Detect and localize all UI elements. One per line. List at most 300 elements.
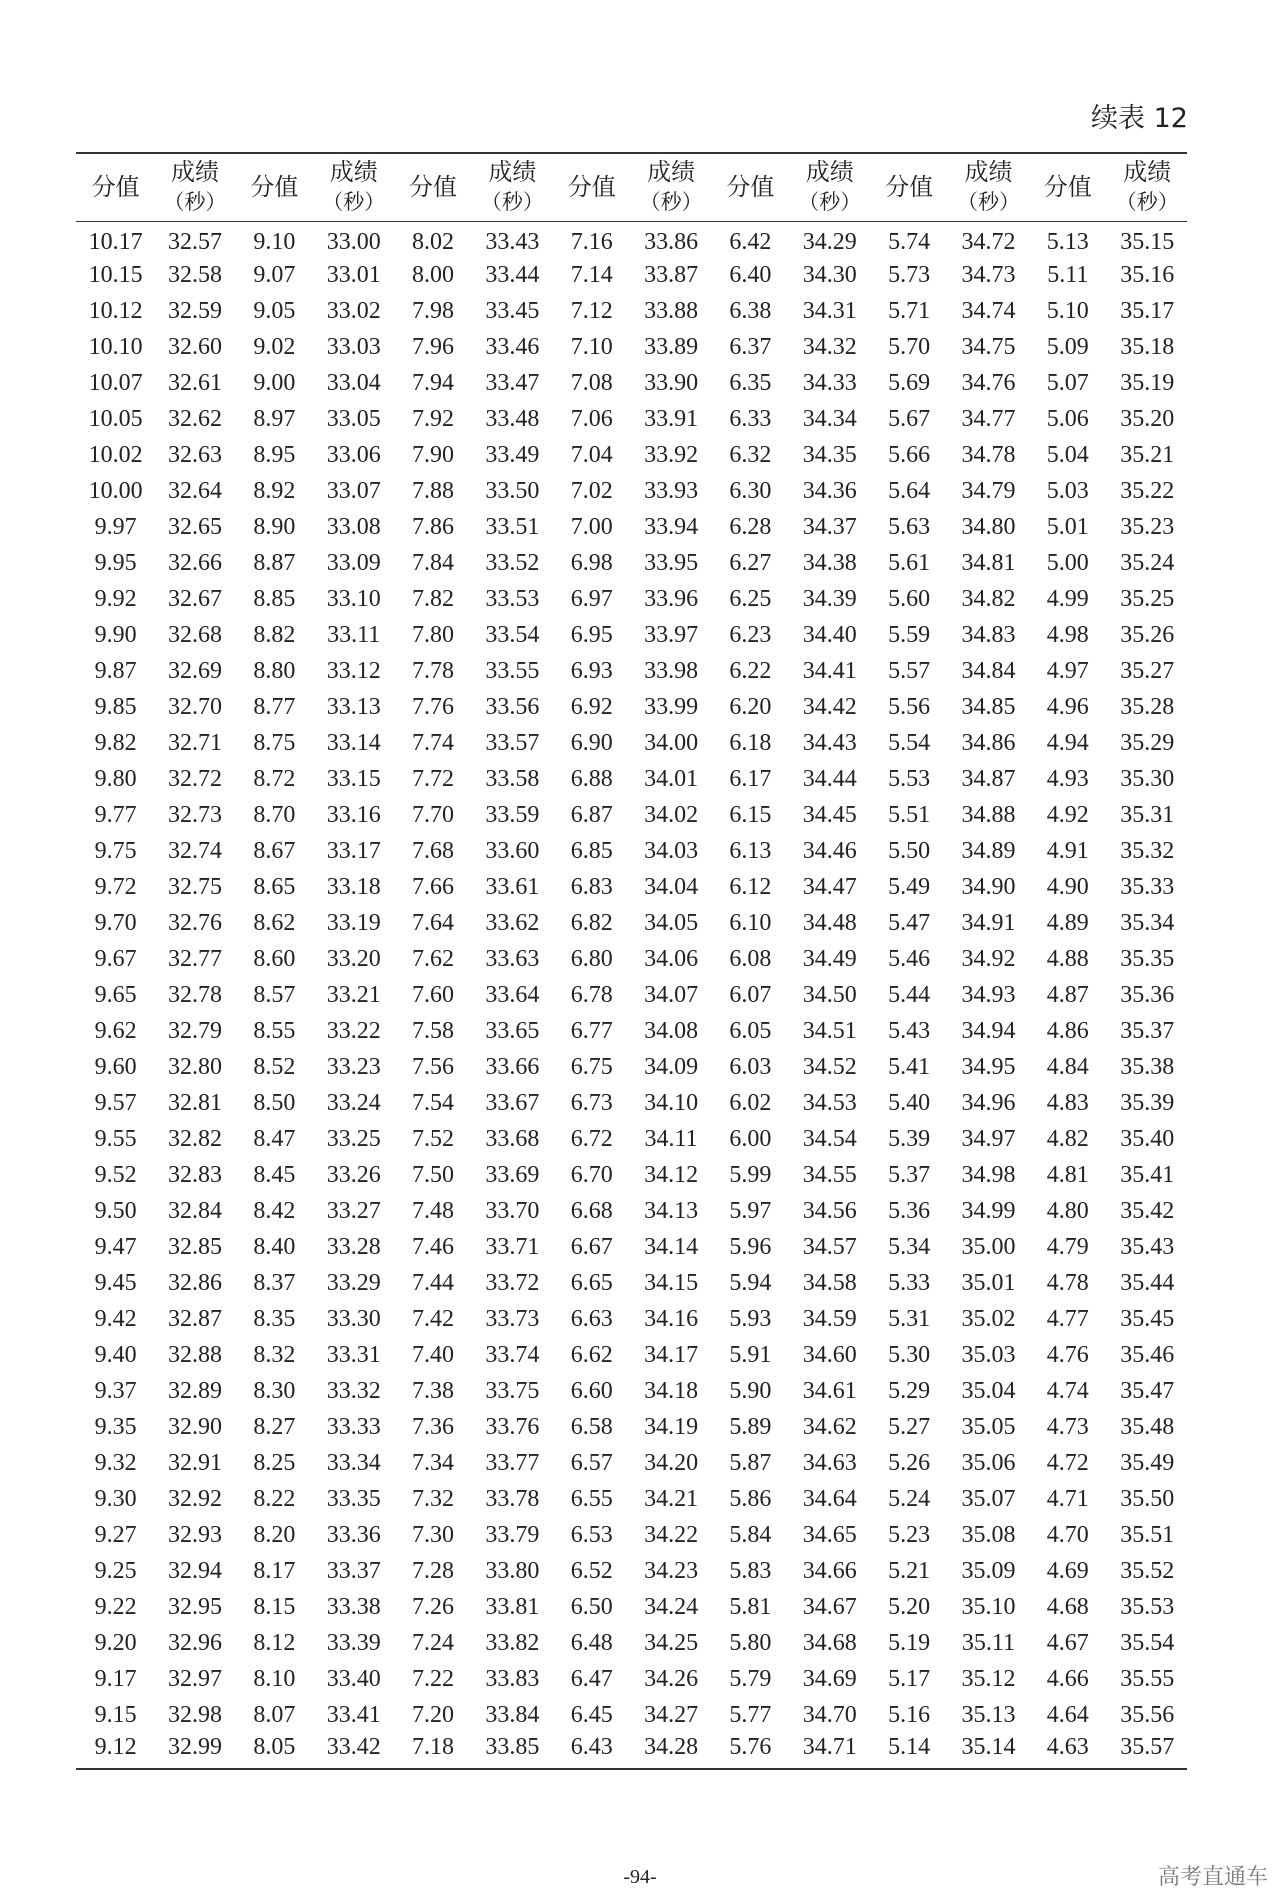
score-cell: 5.97: [729, 1197, 772, 1224]
time-cell: 33.96: [644, 585, 699, 612]
table-row: [76, 1049, 1187, 1085]
time-cell: 33.21: [326, 981, 381, 1008]
time-cell: 33.80: [485, 1557, 540, 1584]
time-cell: 34.61: [802, 1377, 857, 1404]
time-cell: 33.23: [326, 1053, 381, 1080]
score-cell: 5.53: [888, 765, 931, 792]
score-cell: 9.00: [253, 369, 296, 396]
header-time-unit: （秒）: [639, 190, 703, 215]
time-cell: 34.54: [802, 1125, 857, 1152]
time-cell: 33.09: [326, 549, 381, 576]
score-cell: 7.72: [412, 765, 455, 792]
score-cell: 8.92: [253, 477, 296, 504]
score-cell: 7.20: [412, 1701, 455, 1728]
time-cell: 35.49: [1120, 1449, 1175, 1476]
time-cell: 35.26: [1120, 621, 1175, 648]
time-cell: 32.75: [168, 873, 223, 900]
time-cell: 34.23: [644, 1557, 699, 1584]
score-cell: 5.26: [888, 1449, 931, 1476]
time-cell: 35.02: [961, 1305, 1016, 1332]
time-cell: 34.85: [961, 693, 1016, 720]
score-cell: 6.35: [729, 369, 772, 396]
score-cell: 8.50: [253, 1089, 296, 1116]
time-cell: 33.71: [485, 1233, 540, 1260]
time-cell: 34.44: [802, 765, 857, 792]
header-score: 分值: [726, 173, 775, 202]
score-cell: 9.62: [94, 1017, 137, 1044]
time-cell: 34.07: [644, 981, 699, 1008]
table-row: [76, 473, 1187, 509]
score-cell: 8.35: [253, 1305, 296, 1332]
time-cell: 35.38: [1120, 1053, 1175, 1080]
score-cell: 5.09: [1046, 333, 1089, 360]
table-row: [76, 1013, 1187, 1049]
time-cell: 33.24: [326, 1089, 381, 1116]
time-cell: 33.05: [326, 405, 381, 432]
score-cell: 6.90: [570, 729, 613, 756]
score-cell: 5.64: [888, 477, 931, 504]
time-cell: 32.57: [168, 228, 223, 255]
time-cell: 34.27: [644, 1701, 699, 1728]
score-cell: 4.99: [1046, 585, 1089, 612]
score-cell: 7.58: [412, 1017, 455, 1044]
table-row: [76, 1625, 1187, 1661]
score-cell: 7.22: [412, 1665, 455, 1692]
score-cell: 6.88: [570, 765, 613, 792]
score-cell: 6.55: [570, 1485, 613, 1512]
time-cell: 32.72: [168, 765, 223, 792]
score-cell: 8.82: [253, 621, 296, 648]
score-cell: 5.59: [888, 621, 931, 648]
score-cell: 5.51: [888, 801, 931, 828]
score-cell: 5.43: [888, 1017, 931, 1044]
time-cell: 33.91: [644, 405, 699, 432]
time-cell: 33.92: [644, 441, 699, 468]
score-cell: 7.76: [412, 693, 455, 720]
score-cell: 8.25: [253, 1449, 296, 1476]
time-cell: 35.05: [961, 1413, 1016, 1440]
time-cell: 32.61: [168, 369, 223, 396]
time-cell: 32.91: [168, 1449, 223, 1476]
score-cell: 4.88: [1046, 945, 1089, 972]
time-cell: 32.87: [168, 1305, 223, 1332]
score-cell: 6.08: [729, 945, 772, 972]
table-row: [76, 1157, 1187, 1193]
time-cell: 32.62: [168, 405, 223, 432]
time-cell: 33.61: [485, 873, 540, 900]
score-cell: 6.57: [570, 1449, 613, 1476]
score-cell: 5.96: [729, 1233, 772, 1260]
score-cell: 4.69: [1046, 1557, 1089, 1584]
time-cell: 34.31: [802, 297, 857, 324]
score-cell: 8.57: [253, 981, 296, 1008]
score-cell: 5.76: [729, 1734, 772, 1760]
time-cell: 34.97: [961, 1125, 1016, 1152]
time-cell: 34.68: [802, 1629, 857, 1656]
time-cell: 35.01: [961, 1269, 1016, 1296]
score-cell: 5.57: [888, 657, 931, 684]
time-cell: 35.56: [1120, 1701, 1175, 1728]
time-cell: 34.05: [644, 909, 699, 936]
time-cell: 34.04: [644, 873, 699, 900]
score-cell: 9.72: [94, 873, 137, 900]
time-cell: 32.76: [168, 909, 223, 936]
score-cell: 4.94: [1046, 729, 1089, 756]
time-cell: 32.94: [168, 1557, 223, 1584]
score-cell: 9.87: [94, 657, 137, 684]
score-cell: 4.77: [1046, 1305, 1089, 1332]
time-cell: 32.89: [168, 1377, 223, 1404]
time-cell: 33.50: [485, 477, 540, 504]
score-cell: 5.54: [888, 729, 931, 756]
time-cell: 34.81: [961, 549, 1016, 576]
time-cell: 34.45: [802, 801, 857, 828]
score-cell: 5.83: [729, 1557, 772, 1584]
time-cell: 32.97: [168, 1665, 223, 1692]
score-cell: 6.72: [570, 1125, 613, 1152]
time-cell: 34.10: [644, 1089, 699, 1116]
time-cell: 34.43: [802, 729, 857, 756]
time-cell: 35.41: [1120, 1161, 1175, 1188]
time-cell: 33.60: [485, 837, 540, 864]
time-cell: 33.74: [485, 1341, 540, 1368]
table-row: [76, 725, 1187, 761]
score-cell: 9.80: [94, 765, 137, 792]
time-cell: 33.98: [644, 657, 699, 684]
score-cell: 7.02: [570, 477, 613, 504]
table-body: [76, 221, 1187, 1769]
score-cell: 5.73: [888, 261, 931, 288]
time-cell: 34.89: [961, 837, 1016, 864]
time-cell: 33.43: [485, 228, 540, 255]
time-cell: 33.19: [326, 909, 381, 936]
time-cell: 33.44: [485, 261, 540, 288]
score-cell: 7.62: [412, 945, 455, 972]
time-cell: 32.82: [168, 1125, 223, 1152]
table-row: [76, 1337, 1187, 1373]
score-cell: 9.02: [253, 333, 296, 360]
score-cell: 5.34: [888, 1233, 931, 1260]
score-cell: 6.32: [729, 441, 772, 468]
score-cell: 4.90: [1046, 873, 1089, 900]
time-cell: 35.46: [1120, 1341, 1175, 1368]
score-cell: 6.18: [729, 729, 772, 756]
table-row: [76, 401, 1187, 437]
score-cell: 9.12: [94, 1734, 137, 1760]
score-cell: 9.75: [94, 837, 137, 864]
score-cell: 6.92: [570, 693, 613, 720]
time-cell: 33.39: [326, 1629, 381, 1656]
score-cell: 6.82: [570, 909, 613, 936]
table-row: [76, 1697, 1187, 1733]
time-cell: 34.24: [644, 1593, 699, 1620]
time-cell: 33.63: [485, 945, 540, 972]
time-cell: 35.35: [1120, 945, 1175, 972]
score-cell: 8.00: [412, 261, 455, 288]
score-cell: 4.83: [1046, 1089, 1089, 1116]
score-cell: 5.66: [888, 441, 931, 468]
score-cell: 7.06: [570, 405, 613, 432]
score-cell: 8.20: [253, 1521, 296, 1548]
time-cell: 34.86: [961, 729, 1016, 756]
score-cell: 9.15: [94, 1701, 137, 1728]
time-cell: 33.85: [485, 1734, 540, 1760]
score-cell: 5.16: [888, 1701, 931, 1728]
score-cell: 4.76: [1046, 1341, 1089, 1368]
header-time-unit: （秒）: [163, 190, 227, 215]
time-cell: 34.00: [644, 729, 699, 756]
time-cell: 35.23: [1120, 513, 1175, 540]
score-cell: 8.72: [253, 765, 296, 792]
time-cell: 33.65: [485, 1017, 540, 1044]
time-cell: 33.13: [326, 693, 381, 720]
score-cell: 7.34: [412, 1449, 455, 1476]
score-cell: 5.67: [888, 405, 931, 432]
score-cell: 7.90: [412, 441, 455, 468]
time-cell: 32.68: [168, 621, 223, 648]
time-cell: 35.31: [1120, 801, 1175, 828]
time-cell: 35.16: [1120, 261, 1175, 288]
time-cell: 34.41: [802, 657, 857, 684]
score-cell: 4.92: [1046, 801, 1089, 828]
score-cell: 6.48: [570, 1629, 613, 1656]
time-cell: 34.32: [802, 333, 857, 360]
time-cell: 33.34: [326, 1449, 381, 1476]
score-cell: 6.00: [729, 1125, 772, 1152]
score-cell: 7.28: [412, 1557, 455, 1584]
time-cell: 34.37: [802, 513, 857, 540]
score-cell: 7.24: [412, 1629, 455, 1656]
score-cell: 6.45: [570, 1701, 613, 1728]
time-cell: 35.43: [1120, 1233, 1175, 1260]
score-cell: 8.02: [412, 228, 455, 255]
score-cell: 8.62: [253, 909, 296, 936]
time-cell: 33.51: [485, 513, 540, 540]
score-cell: 4.68: [1046, 1593, 1089, 1620]
time-cell: 33.25: [326, 1125, 381, 1152]
time-cell: 35.40: [1120, 1125, 1175, 1152]
score-cell: 5.36: [888, 1197, 931, 1224]
score-cell: 7.40: [412, 1341, 455, 1368]
score-cell: 5.13: [1046, 228, 1089, 255]
time-cell: 32.98: [168, 1701, 223, 1728]
time-cell: 33.54: [485, 621, 540, 648]
score-cell: 6.97: [570, 585, 613, 612]
score-cell: 7.50: [412, 1161, 455, 1188]
time-cell: 34.47: [802, 873, 857, 900]
score-cell: 4.91: [1046, 837, 1089, 864]
score-cell: 5.46: [888, 945, 931, 972]
score-cell: 5.23: [888, 1521, 931, 1548]
score-cell: 4.74: [1046, 1377, 1089, 1404]
time-cell: 32.77: [168, 945, 223, 972]
time-cell: 34.34: [802, 405, 857, 432]
time-cell: 33.55: [485, 657, 540, 684]
time-cell: 33.07: [326, 477, 381, 504]
score-cell: 5.39: [888, 1125, 931, 1152]
score-cell: 7.60: [412, 981, 455, 1008]
time-cell: 34.55: [802, 1161, 857, 1188]
score-cell: 5.07: [1046, 369, 1089, 396]
time-cell: 35.30: [1120, 765, 1175, 792]
score-cell: 4.96: [1046, 693, 1089, 720]
time-cell: 34.33: [802, 369, 857, 396]
score-cell: 6.17: [729, 765, 772, 792]
time-cell: 35.17: [1120, 297, 1175, 324]
score-cell: 9.22: [94, 1593, 137, 1620]
score-cell: 9.42: [94, 1305, 137, 1332]
time-cell: 35.10: [961, 1593, 1016, 1620]
score-cell: 8.15: [253, 1593, 296, 1620]
time-cell: 33.69: [485, 1161, 540, 1188]
time-cell: 33.04: [326, 369, 381, 396]
score-cell: 10.05: [88, 405, 143, 432]
score-cell: 6.85: [570, 837, 613, 864]
time-cell: 34.56: [802, 1197, 857, 1224]
table-row: [76, 545, 1187, 581]
score-cell: 6.23: [729, 621, 772, 648]
time-cell: 35.09: [961, 1557, 1016, 1584]
score-cell: 7.36: [412, 1413, 455, 1440]
time-cell: 33.31: [326, 1341, 381, 1368]
score-cell: 5.87: [729, 1449, 772, 1476]
time-cell: 35.42: [1120, 1197, 1175, 1224]
score-cell: 6.28: [729, 513, 772, 540]
score-cell: 7.80: [412, 621, 455, 648]
score-cell: 6.37: [729, 333, 772, 360]
score-cell: 6.30: [729, 477, 772, 504]
time-cell: 33.16: [326, 801, 381, 828]
time-cell: 32.73: [168, 801, 223, 828]
time-cell: 33.35: [326, 1485, 381, 1512]
score-cell: 6.07: [729, 981, 772, 1008]
time-cell: 34.02: [644, 801, 699, 828]
score-cell: 5.01: [1046, 513, 1089, 540]
score-cell: 7.48: [412, 1197, 455, 1224]
time-cell: 35.12: [961, 1665, 1016, 1692]
score-cell: 4.78: [1046, 1269, 1089, 1296]
time-cell: 35.57: [1120, 1734, 1175, 1760]
time-cell: 34.74: [961, 297, 1016, 324]
time-cell: 34.91: [961, 909, 1016, 936]
time-cell: 34.83: [961, 621, 1016, 648]
score-cell: 10.12: [88, 297, 143, 324]
score-cell: 7.68: [412, 837, 455, 864]
score-cell: 8.10: [253, 1665, 296, 1692]
time-cell: 33.06: [326, 441, 381, 468]
time-cell: 33.53: [485, 585, 540, 612]
score-cell: 9.05: [253, 297, 296, 324]
time-cell: 34.17: [644, 1341, 699, 1368]
time-cell: 34.92: [961, 945, 1016, 972]
time-cell: 33.73: [485, 1305, 540, 1332]
score-cell: 8.80: [253, 657, 296, 684]
table-row: [76, 1373, 1187, 1409]
score-cell: 8.22: [253, 1485, 296, 1512]
table-row: [76, 257, 1187, 293]
header-time: [155, 153, 234, 221]
time-cell: 33.67: [485, 1089, 540, 1116]
time-cell: 33.45: [485, 297, 540, 324]
score-cell: 9.77: [94, 801, 137, 828]
time-cell: 35.24: [1120, 549, 1175, 576]
header-time: [631, 153, 710, 221]
table-row: [76, 1265, 1187, 1301]
time-cell: 32.85: [168, 1233, 223, 1260]
time-cell: 35.04: [961, 1377, 1016, 1404]
table-row: [76, 293, 1187, 329]
time-cell: 35.44: [1120, 1269, 1175, 1296]
score-cell: 7.94: [412, 369, 455, 396]
score-cell: 9.52: [94, 1161, 137, 1188]
table-row: [76, 1661, 1187, 1697]
score-cell: 5.24: [888, 1485, 931, 1512]
time-cell: 33.68: [485, 1125, 540, 1152]
score-cell: 8.05: [253, 1734, 296, 1760]
score-cell: 7.46: [412, 1233, 455, 1260]
score-cell: 8.12: [253, 1629, 296, 1656]
score-cell: 9.37: [94, 1377, 137, 1404]
time-cell: 33.20: [326, 945, 381, 972]
score-cell: 9.70: [94, 909, 137, 936]
header-time-unit: （秒）: [322, 190, 386, 215]
time-cell: 34.51: [802, 1017, 857, 1044]
score-cell: 6.63: [570, 1305, 613, 1332]
time-cell: 34.52: [802, 1053, 857, 1080]
table-row: [76, 437, 1187, 473]
score-cell: 5.80: [729, 1629, 772, 1656]
header-time-label: 成绩: [329, 158, 378, 187]
score-cell: 7.14: [570, 261, 613, 288]
score-cell: 6.70: [570, 1161, 613, 1188]
time-cell: 33.42: [326, 1734, 381, 1760]
watermark: 高考直通车: [1157, 1865, 1268, 1890]
time-cell: 34.59: [802, 1305, 857, 1332]
score-cell: 8.60: [253, 945, 296, 972]
time-cell: 34.22: [644, 1521, 699, 1548]
time-cell: 34.94: [961, 1017, 1016, 1044]
score-cell: 6.93: [570, 657, 613, 684]
score-cell: 8.97: [253, 405, 296, 432]
time-cell: 33.64: [485, 981, 540, 1008]
score-cell: 6.42: [729, 228, 772, 255]
score-cell: 9.40: [94, 1341, 137, 1368]
time-cell: 33.99: [644, 693, 699, 720]
score-cell: 7.52: [412, 1125, 455, 1152]
score-cell: 5.86: [729, 1485, 772, 1512]
time-cell: 34.72: [961, 228, 1016, 255]
page-number: -94-: [623, 1866, 657, 1888]
header-score: 分值: [1043, 173, 1092, 202]
time-cell: 35.03: [961, 1341, 1016, 1368]
score-cell: 8.47: [253, 1125, 296, 1152]
time-cell: 34.71: [802, 1734, 857, 1760]
time-cell: 33.46: [485, 333, 540, 360]
time-cell: 33.33: [326, 1413, 381, 1440]
score-cell: 5.41: [888, 1053, 931, 1080]
time-cell: 34.49: [802, 945, 857, 972]
time-cell: 34.13: [644, 1197, 699, 1224]
score-cell: 5.33: [888, 1269, 931, 1296]
score-cell: 5.40: [888, 1089, 931, 1116]
time-cell: 35.37: [1120, 1017, 1175, 1044]
time-cell: 34.58: [802, 1269, 857, 1296]
score-cell: 6.87: [570, 801, 613, 828]
time-cell: 33.08: [326, 513, 381, 540]
time-cell: 34.69: [802, 1665, 857, 1692]
time-cell: 34.70: [802, 1701, 857, 1728]
time-cell: 32.81: [168, 1089, 223, 1116]
